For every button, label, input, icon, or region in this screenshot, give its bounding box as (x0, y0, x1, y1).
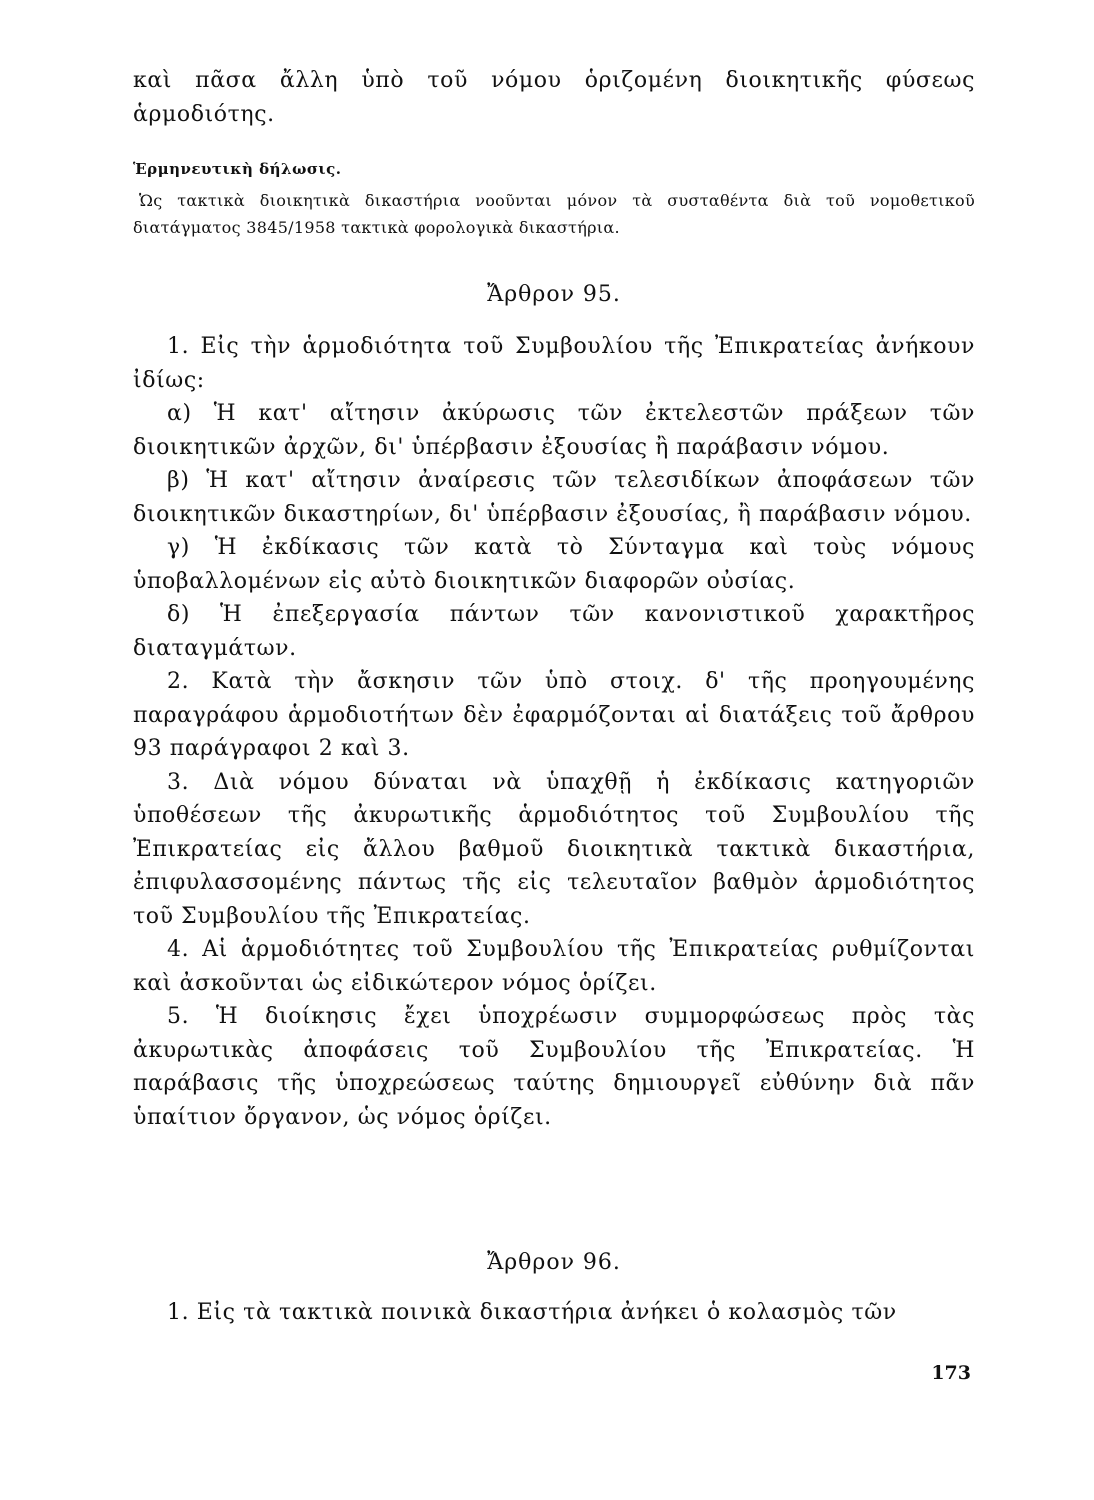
article-95-body (133, 330, 975, 1134)
article-95-paragraph-1: 1. Εἰς τὴν ἁρμοδιότητα τοῦ Συμβουλίου τῆς Ἐπικρατείας ἀνήκουν ἰδίως: (133, 334, 975, 393)
continued-text-block (133, 64, 975, 131)
note-text: Ὡς τακτικὰ διοικητικὰ δικαστήρια νοοῦνται μόνον τὰ συσταθέντα διὰ τοῦ νομοθετικοῦ διατάγματος 3845/1958 τακτικὰ φορολογικὰ δικαστήρια. (133, 191, 975, 237)
page-number: 173 (931, 1362, 971, 1384)
article-95-paragraph-2: 2. Κατὰ τὴν ἄσκησιν τῶν ὑπὸ στοιχ. δ' τῆς προηγουμένης παραγράφου ἁρμοδιοτήτων δὲν ἐφαρμόζονται αἱ διατάξεις τοῦ ἄρθρου 93 παράγραφοι 2 καὶ 3. (133, 669, 975, 761)
article-96-paragraph-1: 1. Εἰς τὰ τακτικὰ ποινικὰ δικαστήρια ἀνήκει ὁ κολασμὸς τῶν (167, 1300, 897, 1325)
article-95-heading: Ἄρθρον 95. (487, 282, 621, 307)
article-96-heading-block (133, 1250, 975, 1275)
article-95-paragraph-4: 4. Αἱ ἁρμοδιότητες τοῦ Συμβουλίου τῆς Ἐπικρατείας ρυθμίζονται καὶ ἀσκοῦνται ὡς εἰδικώτερον νόμος ὁρίζει. (133, 937, 975, 996)
continued-paragraph: καὶ πᾶσα ἄλλη ὑπὸ τοῦ νόμου ὁριζομένη διοικητικῆς φύσεως ἁρμοδιότης. (133, 68, 975, 127)
note-title: Ἑρμηνευτικὴ δήλωσις. (133, 160, 342, 178)
article-95-paragraph-5: 5. Ἡ διοίκησις ἔχει ὑποχρέωσιν συμμορφώσεως πρὸς τὰς ἀκυρωτικὰς ἀποφάσεις τοῦ Συμβουλίου τῆς Ἐπικρατείας. Ἡ παράβασις τῆς ὑποχρεώσεως ταύτης δημιουργεῖ εὐθύνην διὰ πᾶν ὑπαίτιον ὄργανον, ὡς νόμος ὁρίζει. (133, 1004, 975, 1130)
interpretive-note (133, 160, 975, 241)
article-95-item-b: β) Ἡ κατ' αἴτησιν ἀναίρεσις τῶν τελεσιδίκων ἀποφάσεων τῶν διοικητικῶν δικαστηρίων, δι' ὑπέρβασιν ἐξουσίας, ἢ παράβασιν νόμου. (133, 468, 975, 527)
article-96-body (133, 1296, 975, 1330)
article-95-item-d: δ) Ἡ ἐπεξεργασία πάντων τῶν κανονιστικοῦ χαρακτῆρος διαταγμάτων. (133, 602, 975, 661)
article-95-heading-block (133, 282, 975, 307)
article-96-heading: Ἄρθρον 96. (487, 1250, 621, 1275)
article-95-item-c: γ) Ἡ ἐκδίκασις τῶν κατὰ τὸ Σύνταγμα καὶ τοὺς νόμους ὑποβαλλομένων εἰς αὐτὸ διοικητικῶν διαφορῶν οὐσίας. (133, 535, 975, 594)
article-95-paragraph-3: 3. Διὰ νόμου δύναται νὰ ὑπαχθῇ ἡ ἐκδίκασις κατηγοριῶν ὑποθέσεων τῆς ἀκυρωτικῆς ἁρμοδιότητος τοῦ Συμβουλίου τῆς Ἐπικρατείας εἰς ἄλλου βαθμοῦ διοικητικὰ τακτικὰ δικαστήρια, ἐπιφυλασσομένης πάντως τῆς εἰς τελευταῖον βαθμὸν ἁρμοδιότητος τοῦ Συμβουλίου τῆς Ἐπικρατείας. (133, 769, 975, 929)
article-95-item-a: α) Ἡ κατ' αἴτησιν ἀκύρωσις τῶν ἐκτελεστῶν πράξεων τῶν διοικητικῶν ἀρχῶν, δι' ὑπέρβασιν ἐξουσίας ἢ παράβασιν νόμου. (133, 401, 975, 460)
